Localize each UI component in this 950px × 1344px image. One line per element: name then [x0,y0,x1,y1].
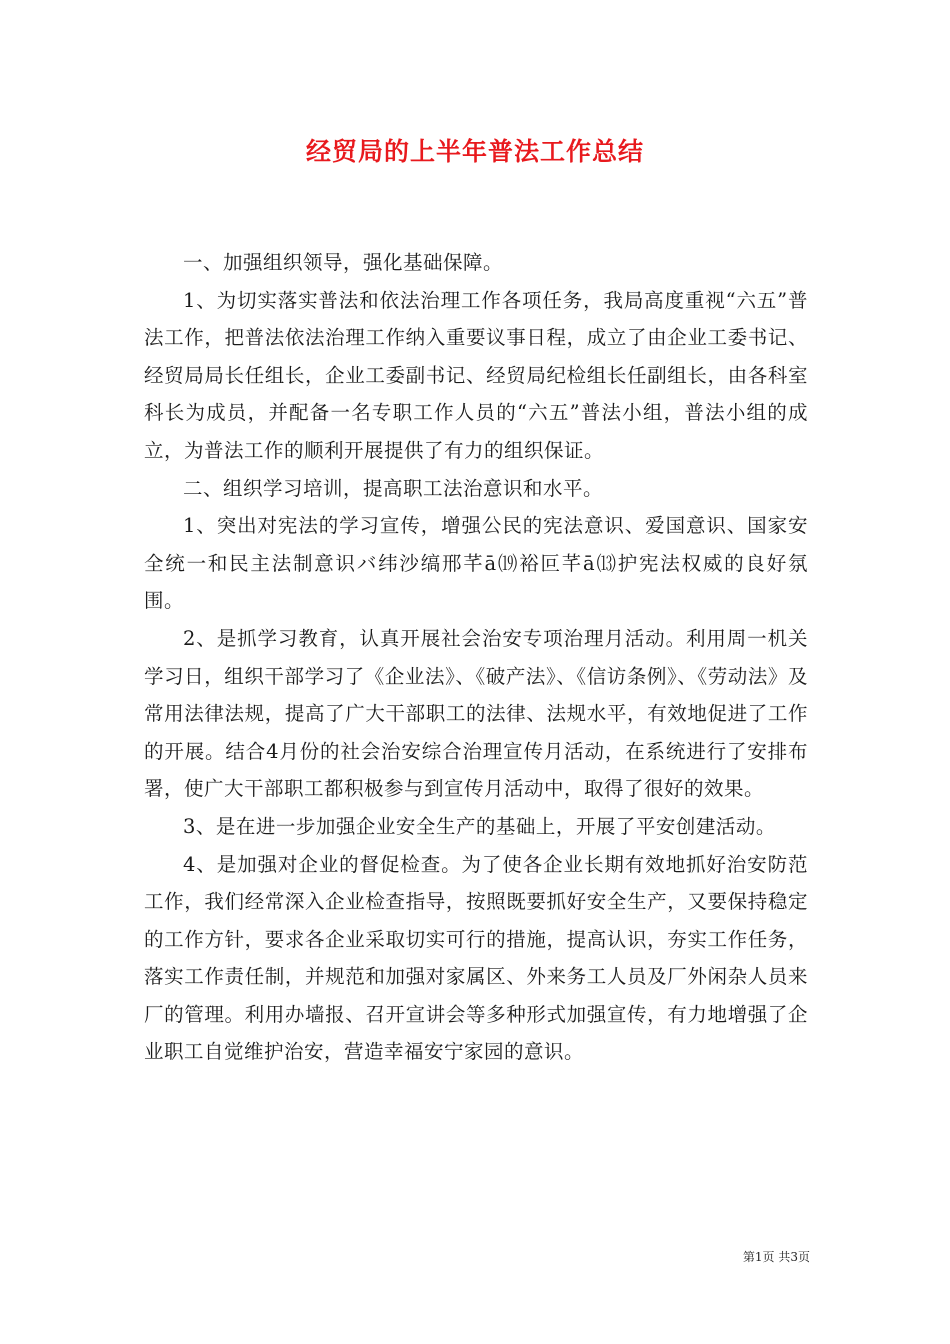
paragraph: 3、是在进一步加强企业安全生产的基础上，开展了平安创建活动。 [183,814,776,838]
page-number: 第1页 共3页 [742,1250,810,1264]
paragraph: 1、为切实落实普法和依法治理工作各项任务，我局高度重视“六五”普法工作，把普法依法治理工作纳入重要议事日程，成立了由企业工委书记、经贸局局长任组长，企业工委副书记、经贸局纪检组长任副组长，由各科室科长为成员，并配备一名专职工作人员的“六五”普法小组，普法小组的成立，为普法工作的顺利开展提供了有力的组织保证。 [144,288,808,462]
section-heading-2: 二、组织学习培训，提高职工法治意识和水平。 [183,476,604,500]
document-body [144,244,808,1071]
section-heading-1: 一、加强组织领导，强化基础保障。 [183,251,504,274]
paragraph: 4、是加强对企业的督促检查。为了使各企业长期有效地抓好治安防范工作，我们经常深入企业检查指导，按照既要抓好安全生产，又要保持稳定的工作方针，要求各企业采取切实可行的措施，提高认识，夯实工作任务，落实工作责任制，并规范和加强对家属区、外来务工人员及厂外闲杂人员来厂的管理。利用办墙报、召开宣讲会等多种形式加强宣传，有力地增强了企业职工自觉维护治安，营造幸福安宁家园的意识。 [144,852,808,1064]
paragraph: 2、是抓学习教育，认真开展社会治安专项治理月活动。利用周一机关学习日，组织干部学习了《企业法》、《破产法》、《信访条例》、《劳动法》及常用法律法规，提高了广大干部职工的法律、法规水平，有效地促进了工作的开展。结合4月份的社会治安综合治理宣传月活动，在系统进行了安排布署，使广大干部职工都积极参与到宣传月活动中，取得了很好的效果。 [144,626,808,801]
paragraph: 1、突出对宪法的学习宣传，增强公民的宪法意识、爱国意识、国家安全统一和民主法制意识バ纬沙缟邢芊ā⒆裕叵芊ā⒀护宪法权威的良好氛围。 [144,514,808,613]
document-title: 经贸局的上半年普法工作总结 [305,137,644,166]
